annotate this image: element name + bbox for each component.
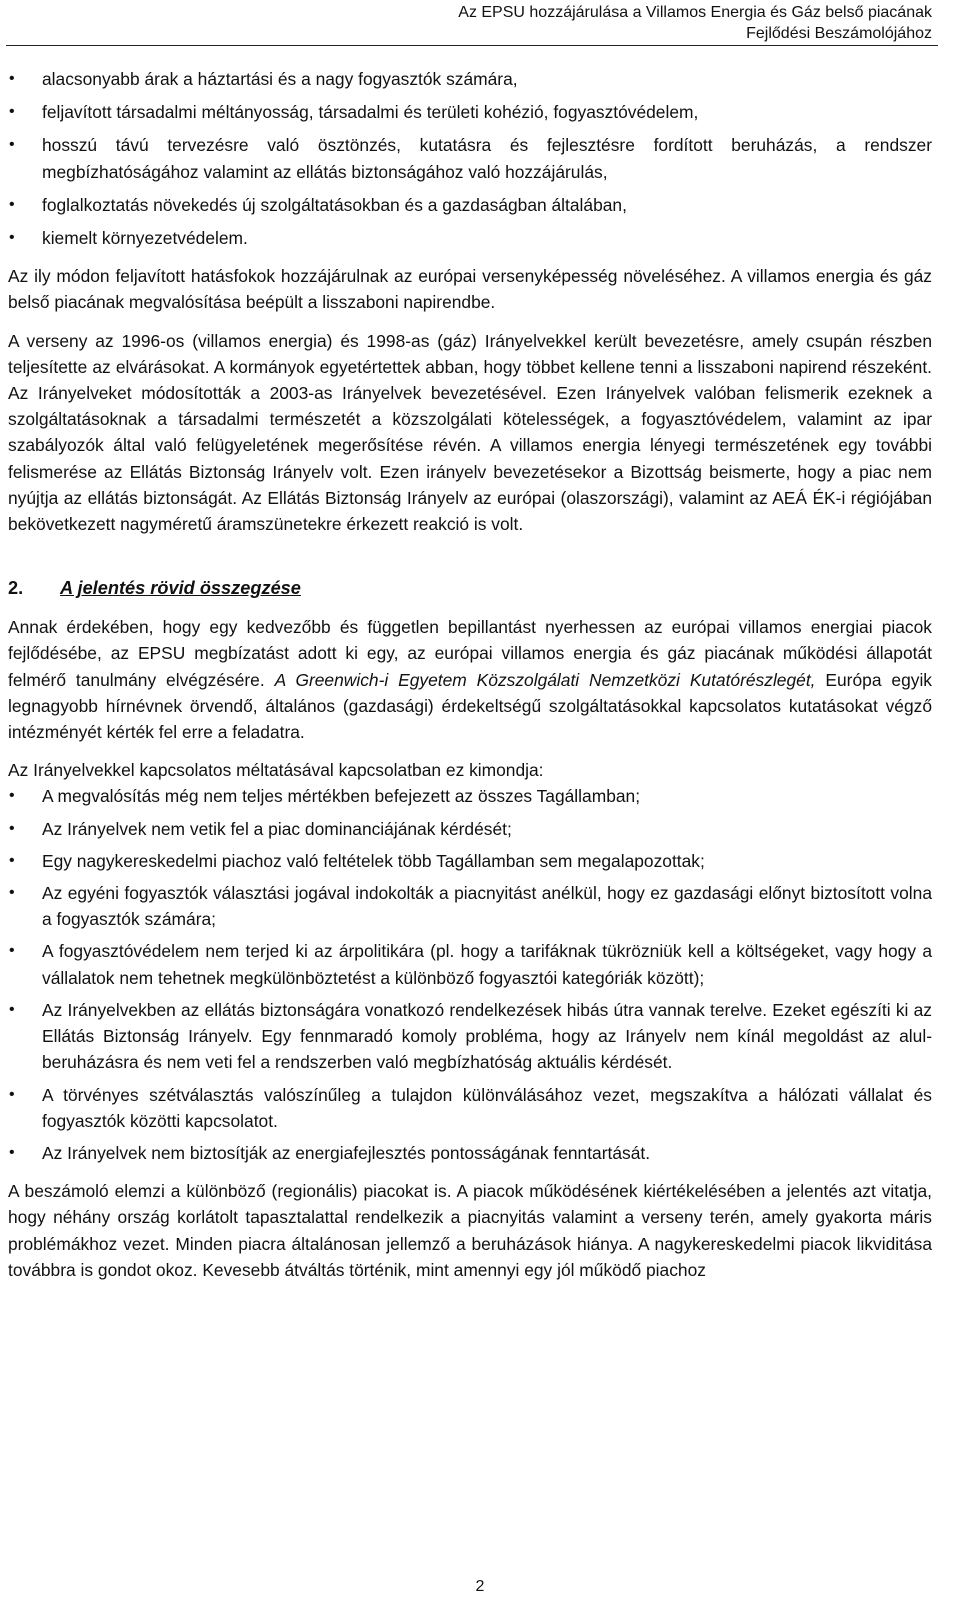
section-heading [8,575,932,602]
paragraph-text: Annak érdekében, hogy egy kedvezőbb és független bepillantást nyerhessen az európai villamos energiai piacok fejlődésébe, az EPSU megbízatást adott ki egy, az európai villamos energia és gáz piacának működési állapotát felmérő tanulmány elvégzésére. [8,617,932,690]
list-item-text: Az Irányelvek nem vetik fel a piac dominanciájának kérdését; [42,818,512,839]
bullet-icon: • [9,1143,15,1161]
list-item-text: A megvalósítás még nem teljes mértékben befejezett az összes Tagállamban; [42,786,641,807]
bullet-icon: • [9,942,15,960]
bullet-icon: • [9,1085,15,1103]
findings-list [8,783,932,1166]
benefits-list [8,66,932,251]
paragraph-text: Európa egyik legnagyobb hírnévnek örvendő, általános (gazdasági) érdekeltségű szolgáltatásokkal kapcsolatos kutatásokat végző intézményét kérték fel erre a feladatra. [8,669,933,743]
bullet-icon: • [9,195,15,213]
section-title: A jelentés rövid összegzése [60,578,301,599]
paragraph-regional-markets: A beszámoló elemzi a különböző (regionális) piacokat is. A piacok működésének kiértékelésében a jelentés azt vitatja, hogy néhány ország korlátolt tapasztalattal rendelkezik a piacnyitás valamint a verseny terén, amely gyakorta máris problémákhoz vezet. Minden piacra általánosan jellemző a beruházások hiánya. A nagykereskedelmi piacok likviditása továbbra is gondot okoz. Kevesebb átváltás történik, mint amennyi egy jól működő piachoz [8,1181,932,1280]
document-body [8,66,932,1283]
paragraph-study-commission [8,614,932,745]
list-item [8,132,932,184]
list-item [8,997,932,1076]
list-item [8,225,932,251]
list-item-text: Az Irányelvekben az ellátás biztonságára vonatkozó rendelkezések hibás útra vannak terelve. Ezeket egészíti ki az Ellátás Biztonság Irányelv. Egy fennmaradó komoly probléma, hogy az Irányelv nem kínál megoldást az alul-beruházásra és nem veti fel a rendszerben való megbízhatóság aktuális kérdését. [42,999,932,1073]
list-item-text: alacsonyabb árak a háztartási és a nagy fogyasztók számára, [42,69,518,89]
running-header-line-2: Fejlődési Beszámolójához [746,25,932,42]
bullet-icon: • [9,819,15,837]
paragraph-directives-history: A verseny az 1996-os (villamos energia) és 1998-as (gáz) Irányelvekkel került bevezetésre, amely csupán részben teljesítette az elvárásokat. A kormányok egyetértettek abban, hogy többet kellene tenni a lisszaboni napirend részeként. Az Irányelveket módosították a 2003-as Irányelvek bevezetésével. Ezen Irányelvek valóban felismerik ezeknek a szolgáltatásoknak a társadalmi természetét a közszolgálati kötelességek, a fogyasztóvédelem, valamint az ipar szabályozók által való felügyeletének megerősítése révén. A villamos energia lényegi természetének egy további felismerése az Ellátás Biztonság Irányelv volt. Ezen irányelv bevezetésekor a Bizottság beismerte, hogy a piac nem nyújtja az ellátás biztonságát. Az Ellátás Biztonság Irányelv az európai (olaszországi), valamint az AEÁ ÉK-i régiójában bekövetkezett nagyméretű áramszünetekre érkezett reakció is volt. [8,330,932,535]
list-item [8,66,932,92]
list-item-text: feljavított társadalmi méltányosság, társadalmi és területi kohézió, fogyasztóvédelem, [42,102,699,123]
bullet-icon: • [9,70,15,87]
list-item [8,783,932,809]
list-item [8,1140,932,1166]
list-item-text: kiemelt környezetvédelem. [42,228,248,249]
institution-name: A Greenwich-i Egyetem Közszolgálati Nemzetközi Kutatórészlegét, [274,669,816,690]
bullet-icon: • [9,103,15,121]
list-item [8,848,932,874]
list-item-text: Egy nagykereskedelmi piachoz való feltételek több Tagállamban sem megalapozottak; [42,850,705,871]
running-header [458,2,932,44]
list-item-text: A fogyasztóvédelem nem terjed ki az árpolitikára (pl. hogy a tarifáknak tükrözniük kell a költségeket, vagy hogy a vállalatok nem tehetnek megkülönböztetést a különböző fogyasztói kategóriák között); [42,941,932,988]
bullet-icon: • [9,136,15,154]
bullet-icon: • [9,1000,15,1018]
paragraph-findings-intro: Az Irányelvekkel kapcsolatos méltatásával kapcsolatban ez kimondja: [8,760,544,781]
bullet-icon: • [9,884,15,902]
list-item-text: foglalkoztatás növekedés új szolgáltatásokban és a gazdaságban általában, [42,194,627,215]
header-divider [6,45,938,46]
list-item-text: Az Irányelvek nem biztosítják az energiafejlesztés pontosságának fenntartását. [42,1142,651,1163]
bullet-icon: • [9,787,15,805]
page-number: 2 [475,1578,485,1595]
list-item [8,192,932,218]
section-number: 2. [8,578,24,599]
bullet-icon: • [9,851,15,869]
list-item [8,99,932,125]
list-item [8,1082,932,1134]
bullet-icon: • [9,229,15,247]
list-item-text: A törvényes szétválasztás valószínűleg a tulajdon különválásához vezet, megszakítva a hálózati vállalat és fogyasztók közötti kapcsolatot. [42,1084,932,1131]
list-item [8,938,932,990]
paragraph-competitiveness: Az ily módon feljavított hatásfokok hozzájárulnak az európai versenyképesség növeléséhez. A villamos energia és gáz belső piacának megvalósítása beépült a lisszaboni napirendbe. [8,266,932,313]
list-item-text: Az egyéni fogyasztók választási jogával indokolták a piacnyitást anélkül, hogy ez gazdasági előnyt biztosított volna a fogyasztók számára; [42,883,932,930]
list-item [8,816,932,842]
running-header-line-1: Az EPSU hozzájárulása a Villamos Energia és Gáz belső piacának [458,4,932,21]
list-item-text: hosszú távú tervezésre való ösztönzés, kutatásra és fejlesztésre fordított beruházás, a rendszer megbízhatóságához valamint az ellátás biztonságához való hozzájárulás, [42,135,932,182]
list-item [8,880,932,932]
